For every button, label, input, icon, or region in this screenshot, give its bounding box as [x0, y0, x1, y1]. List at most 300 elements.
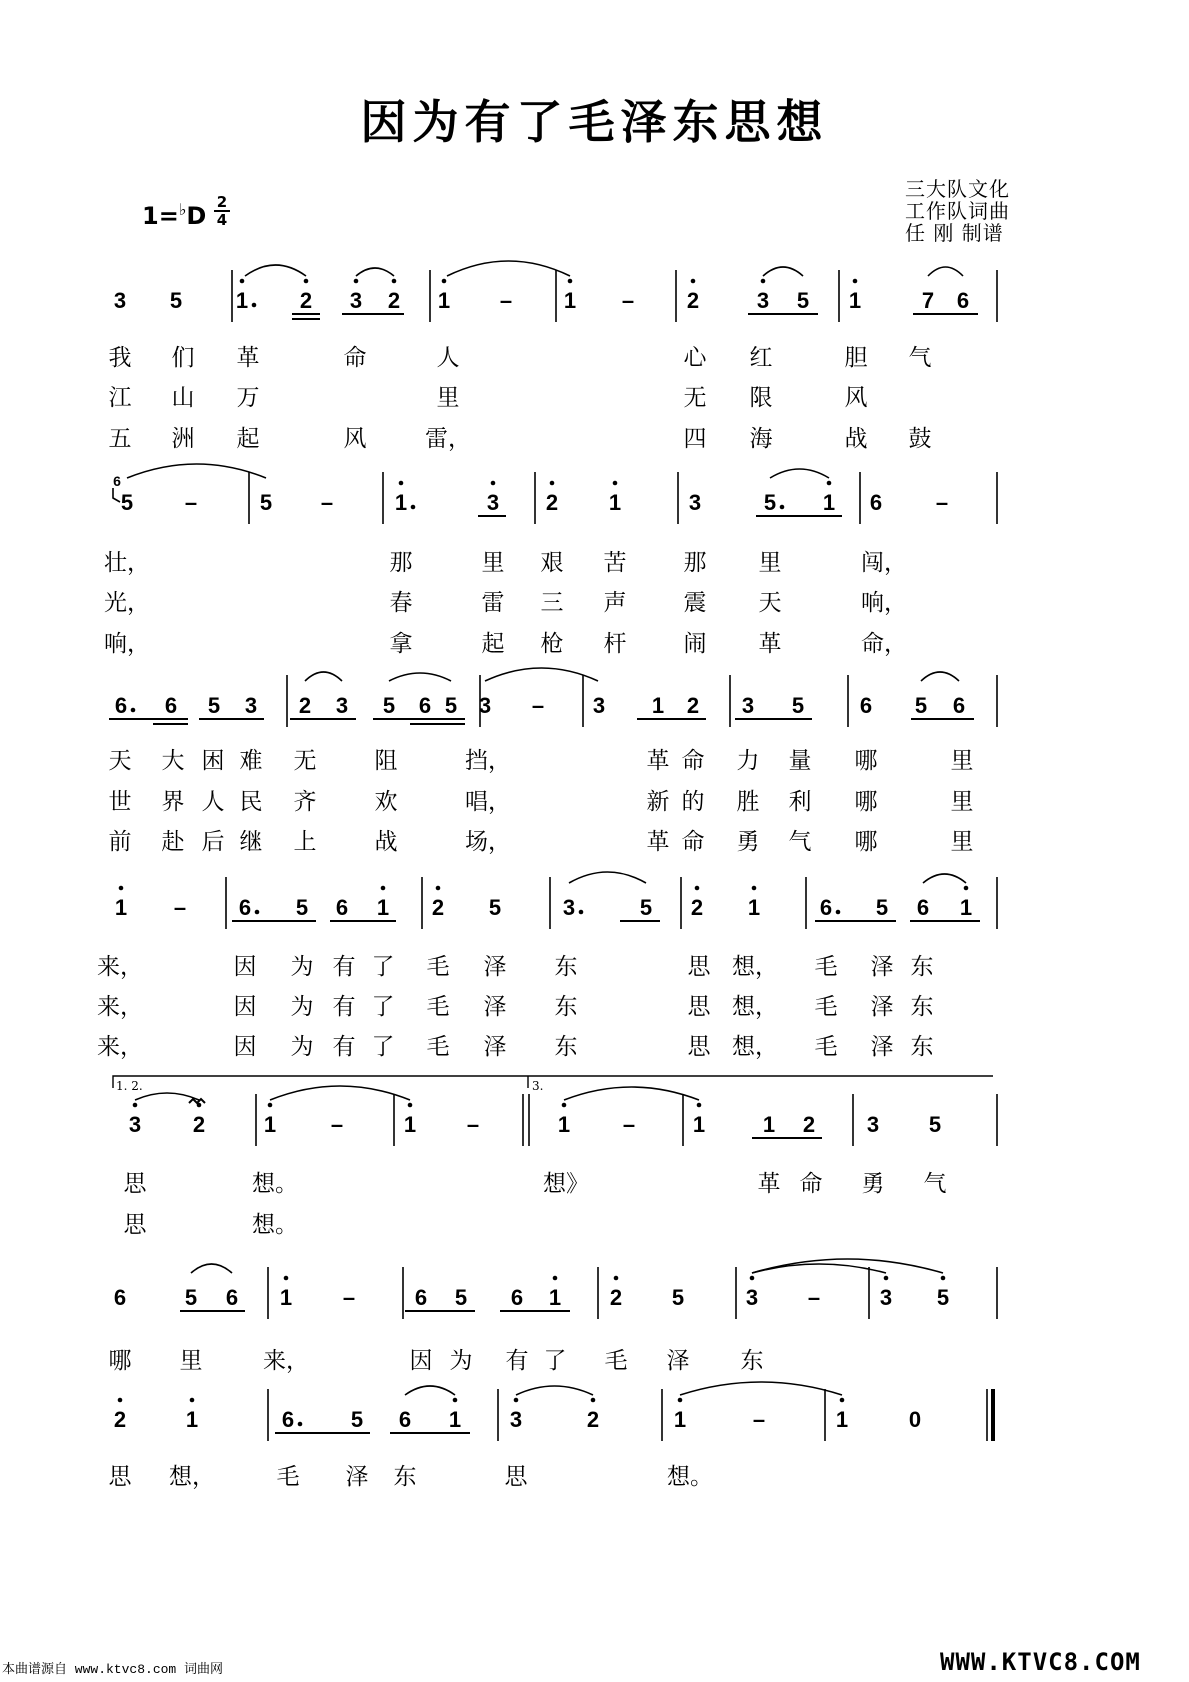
- lyric-syllable: 毛: [426, 994, 450, 1020]
- lyric-syllable: 东: [554, 994, 578, 1020]
- augmentation-dot: [411, 505, 416, 510]
- note-digit: –: [330, 1112, 344, 1137]
- lyric-syllable: 鼓: [908, 426, 932, 452]
- note: [915, 693, 927, 718]
- lyric-syllable: 震: [683, 590, 707, 616]
- note-digit: 1: [263, 1112, 277, 1137]
- note: [546, 481, 558, 515]
- lyric-syllable: 场，: [465, 829, 511, 855]
- note: [185, 1285, 197, 1310]
- note: [593, 693, 605, 718]
- augmentation-dot: [836, 910, 841, 915]
- lyric-syllable: 四: [683, 426, 707, 452]
- lyric-syllable: 思: [687, 994, 711, 1020]
- note: [383, 693, 395, 718]
- footer-logo: WWW.KTVC8.COM: [940, 1648, 1141, 1676]
- lyric-syllable: 无: [293, 748, 317, 774]
- lyric-syllable: 命: [799, 1171, 823, 1197]
- lyric-syllable: 有: [332, 954, 356, 980]
- octave-dot: [695, 886, 700, 891]
- note: [691, 886, 703, 920]
- note: [174, 895, 186, 920]
- note: [226, 1285, 238, 1310]
- note: [689, 490, 701, 515]
- note-digit: 5: [259, 490, 273, 515]
- note-digit: 1: [651, 693, 665, 718]
- lyric-syllable: 里: [950, 789, 974, 815]
- note: [792, 693, 804, 718]
- lyric-syllable: 泽: [483, 994, 507, 1020]
- note-digit: –: [173, 895, 187, 920]
- lyric-syllable: 革: [758, 631, 782, 657]
- note: [587, 1398, 599, 1432]
- octave-dot: [964, 886, 969, 891]
- note-digit: 5: [791, 693, 805, 718]
- note: [165, 693, 177, 718]
- lyric-syllable: 前: [108, 829, 132, 855]
- lyric-syllable: 泽: [666, 1348, 690, 1374]
- note: [674, 1398, 686, 1432]
- lyric-syllable: 心: [683, 345, 707, 371]
- note: [820, 895, 840, 920]
- lyric-syllable: 泽: [870, 994, 894, 1020]
- slur: [305, 672, 342, 681]
- note-digit: 3: [866, 1112, 880, 1137]
- lyric-syllable: 毛: [814, 1034, 838, 1060]
- note: [870, 490, 882, 515]
- note: [343, 1285, 355, 1310]
- lyric-syllable: 想，: [169, 1464, 215, 1490]
- tuplet-bracket: [113, 488, 120, 502]
- lyric-syllable: 壮，: [104, 550, 150, 576]
- octave-dot: [591, 1398, 596, 1403]
- lyric-syllable: 了: [543, 1348, 567, 1374]
- octave-dot: [613, 481, 618, 486]
- lyric-syllable: 里: [758, 550, 782, 576]
- note-digit: 6: [952, 693, 966, 718]
- note-digit: 1: [848, 288, 862, 313]
- note-digit: 2: [802, 1112, 816, 1137]
- lyric-syllable: 利: [788, 789, 812, 815]
- note-digit: 1: [762, 1112, 776, 1137]
- note-digit: 3: [592, 693, 606, 718]
- lyric-syllable: 想。: [667, 1464, 713, 1490]
- lyric-syllable: 齐: [293, 789, 317, 815]
- lyric-syllable: 东: [910, 994, 934, 1020]
- note-digit: 5: [875, 895, 889, 920]
- lyric-syllable: 无: [683, 385, 707, 411]
- note-digit: 6: [819, 895, 833, 920]
- note-digit: 6: [113, 1285, 127, 1310]
- octave-dot: [190, 1398, 195, 1403]
- note: [937, 1276, 949, 1310]
- lyric-syllable: 后: [201, 829, 225, 855]
- slur: [356, 268, 394, 276]
- lyric-syllable: 力: [736, 748, 760, 774]
- octave-dot: [678, 1398, 683, 1403]
- note: [610, 1276, 622, 1310]
- lyric-syllable: 东: [554, 954, 578, 980]
- note-digit: 3: [244, 693, 258, 718]
- note-digit: 6: [225, 1285, 239, 1310]
- note: [953, 693, 965, 718]
- note-digit: 5: [350, 1407, 364, 1432]
- augmentation-dot: [579, 910, 584, 915]
- lyric-syllable: 命: [343, 345, 367, 371]
- lyric-syllable: 艰: [540, 550, 564, 576]
- note-digit: 5: [796, 288, 810, 313]
- note: [115, 886, 127, 920]
- note: [331, 1112, 343, 1137]
- lyric-syllable: 赴: [161, 829, 185, 855]
- note: [960, 886, 972, 920]
- lyric-syllable: 里: [950, 829, 974, 855]
- lyric-syllable: 风: [343, 426, 367, 452]
- note-digit: –: [342, 1285, 356, 1310]
- note: [609, 481, 621, 515]
- note: [622, 288, 634, 313]
- lyric-syllable: 有: [332, 1034, 356, 1060]
- note-digit: 1: [835, 1407, 849, 1432]
- lyric-syllable: 挡，: [465, 748, 511, 774]
- note: [438, 279, 450, 313]
- note: [489, 895, 501, 920]
- octave-dot: [133, 1103, 138, 1108]
- note-digit: 5: [295, 895, 309, 920]
- key-prefix: 1=: [142, 202, 179, 230]
- note: [351, 1407, 363, 1432]
- lyric-syllable: 闯，: [861, 550, 907, 576]
- note-digit: 3: [128, 1112, 142, 1137]
- note-digit: 3: [688, 490, 702, 515]
- note: [909, 1407, 921, 1432]
- note-digit: 2: [192, 1112, 206, 1137]
- octave-dot: [941, 1276, 946, 1281]
- lyric-syllable: 新: [646, 789, 670, 815]
- note-digit: 6: [859, 693, 873, 718]
- lyric-syllable: 枪: [540, 631, 564, 657]
- lyric-syllable: 起: [236, 426, 260, 452]
- note: [957, 288, 969, 313]
- lyric-syllable: 民: [239, 789, 263, 815]
- octave-dot: [119, 886, 124, 891]
- lyric-syllable: 毛: [814, 954, 838, 980]
- lyric-syllable: 泽: [870, 1034, 894, 1060]
- note-digit: 1: [608, 490, 622, 515]
- note-digit: 5: [454, 1285, 468, 1310]
- lyric-syllable: 思: [108, 1464, 132, 1490]
- note-digit: 2: [690, 895, 704, 920]
- note: [121, 490, 133, 515]
- octave-dot: [562, 1103, 567, 1108]
- slur: [923, 874, 966, 883]
- lyric-syllable: 勇: [736, 829, 760, 855]
- note-digit: –: [935, 490, 949, 515]
- note-digit: 3: [349, 288, 363, 313]
- note-digit: 5: [207, 693, 221, 718]
- lyric-syllable: 因: [233, 994, 257, 1020]
- note-digit: 6: [335, 895, 349, 920]
- lyric-syllable: 人: [436, 345, 460, 371]
- lyric-syllable: 命: [681, 829, 705, 855]
- lyric-syllable: 雷: [481, 590, 505, 616]
- slur: [389, 673, 451, 681]
- lyric-syllable: 我: [108, 345, 132, 371]
- note: [239, 895, 259, 920]
- octave-dot: [453, 1398, 458, 1403]
- note-digit: 6: [418, 693, 432, 718]
- volta-brackets: [113, 1076, 993, 1093]
- octave-dot: [284, 1276, 289, 1281]
- note: [763, 1112, 775, 1137]
- note: [687, 693, 699, 718]
- note-digit: 1: [437, 288, 451, 313]
- note-digit: 5: [639, 895, 653, 920]
- note-digit: 6: [414, 1285, 428, 1310]
- note-digit: –: [531, 693, 545, 718]
- octave-dot: [514, 1398, 519, 1403]
- lyric-syllable: 大: [161, 748, 185, 774]
- slur: [569, 872, 646, 883]
- octave-dot: [408, 1103, 413, 1108]
- note-digit: 1: [747, 895, 761, 920]
- note: [876, 895, 888, 920]
- note-digit: 1: [185, 1407, 199, 1432]
- note: [753, 1407, 765, 1432]
- lyric-syllable: 红: [749, 345, 773, 371]
- lyric-syllable: 哪: [854, 789, 878, 815]
- lyric-syllable: 三: [540, 590, 564, 616]
- octave-dot: [553, 1276, 558, 1281]
- octave-dot: [827, 481, 832, 486]
- note-digit: 5: [382, 693, 396, 718]
- note-digit: 3: [113, 288, 127, 313]
- lyric-syllable: 响，: [104, 631, 150, 657]
- note: [757, 279, 769, 313]
- lyric-syllable: 泽: [870, 954, 894, 980]
- note: [563, 895, 583, 920]
- note: [687, 279, 699, 313]
- slur: [564, 1087, 699, 1100]
- slur: [485, 668, 598, 681]
- lyric-syllable: 东: [554, 1034, 578, 1060]
- note-digit: 1: [403, 1112, 417, 1137]
- note-digit: 5: [444, 693, 458, 718]
- note: [350, 279, 362, 313]
- lyric-syllable: 拿: [389, 631, 413, 657]
- octave-dot: [399, 481, 404, 486]
- lyric-syllable: 革: [646, 829, 670, 855]
- note-digit: 1: [959, 895, 973, 920]
- lyric-syllable: 东: [740, 1348, 764, 1374]
- note: [500, 288, 512, 313]
- note: [129, 1103, 141, 1137]
- credit-line-1: 三大队文化: [905, 177, 1010, 201]
- note: [652, 693, 664, 718]
- lyric-syllable: 想》: [543, 1171, 589, 1197]
- octave-dot: [436, 886, 441, 891]
- lyric-syllable: 东: [910, 954, 934, 980]
- page-title: 因为有了毛泽东思想: [360, 95, 829, 149]
- lyric-syllable: 思: [687, 954, 711, 980]
- note: [797, 288, 809, 313]
- lyric-syllable: 毛: [604, 1348, 628, 1374]
- note-digit: 6: [510, 1285, 524, 1310]
- octave-dot: [697, 1103, 702, 1108]
- lyric-syllable: 思: [123, 1212, 147, 1238]
- note: [860, 693, 872, 718]
- lyric-syllable: 声: [603, 590, 627, 616]
- note: [415, 1285, 427, 1310]
- lyric-syllable: 战: [844, 426, 868, 452]
- note-digit: 6: [869, 490, 883, 515]
- note: [388, 279, 400, 313]
- note: [280, 1276, 292, 1310]
- octave-dot: [118, 1398, 123, 1403]
- note-digit: 3: [509, 1407, 523, 1432]
- lyric-syllable: 思: [687, 1034, 711, 1060]
- slur: [680, 1382, 842, 1395]
- lyric-syllable: 欢: [374, 789, 398, 815]
- augmentation-dot: [298, 1422, 303, 1427]
- note: [404, 1103, 416, 1137]
- note-digit: 1: [114, 895, 128, 920]
- lyric-syllable: 来，: [97, 1034, 143, 1060]
- note: [296, 895, 308, 920]
- slur: [928, 267, 963, 276]
- slur: [270, 1086, 410, 1100]
- octave-dot: [761, 279, 766, 284]
- lyric-syllable: 里: [179, 1348, 203, 1374]
- volta-1-2-line: [113, 1076, 993, 1088]
- slur: [763, 267, 803, 276]
- note: [114, 1398, 126, 1432]
- note: [260, 490, 272, 515]
- note: [748, 886, 760, 920]
- lyric-syllable: 继: [239, 829, 263, 855]
- note: [321, 490, 333, 515]
- lyric-syllable: 界: [161, 789, 185, 815]
- note-digit: 2: [387, 288, 401, 313]
- lyric-syllable: 哪: [108, 1348, 132, 1374]
- octave-dot: [304, 279, 309, 284]
- credit-line-3: 任 刚 制谱: [905, 221, 1004, 245]
- lyric-syllable: 世: [108, 789, 132, 815]
- note-digit: 2: [431, 895, 445, 920]
- lyric-syllable: 们: [171, 345, 195, 371]
- lyric-syllable: 那: [683, 550, 707, 576]
- slur: [770, 469, 829, 478]
- lyric-syllable: 毛: [426, 1034, 450, 1060]
- lyric-syllable: 东: [910, 1034, 934, 1060]
- lyric-syllable: 哪: [854, 748, 878, 774]
- note-digit: 1: [557, 1112, 571, 1137]
- lyric-syllable: 因: [233, 954, 257, 980]
- lyric-syllable: 战: [374, 829, 398, 855]
- lyric-syllable: 为: [290, 954, 314, 980]
- note-digit: 3: [879, 1285, 893, 1310]
- note: [549, 1276, 561, 1310]
- note: [336, 895, 348, 920]
- note-digit: 2: [609, 1285, 623, 1310]
- lyric-syllable: 光，: [104, 590, 150, 616]
- note-digit: –: [807, 1285, 821, 1310]
- note: [185, 490, 197, 515]
- note-digit: 6: [916, 895, 930, 920]
- lyric-syllable: 雷，: [425, 426, 471, 452]
- note-digit: 6: [114, 693, 128, 718]
- lyric-syllable: 的: [681, 789, 705, 815]
- note: [193, 1103, 205, 1137]
- lyric-syllable: 革: [236, 345, 260, 371]
- note: [208, 693, 220, 718]
- note: [455, 1285, 467, 1310]
- octave-dot: [240, 279, 245, 284]
- note-digit: 2: [545, 490, 559, 515]
- octave-dot: [491, 481, 496, 486]
- lyric-syllable: 限: [749, 385, 773, 411]
- lyric-syllable: 胜: [736, 789, 760, 815]
- octave-dot: [750, 1276, 755, 1281]
- note: [808, 1285, 820, 1310]
- lyric-syllable: 了: [371, 954, 395, 980]
- lyric-syllable: 毛: [814, 994, 838, 1020]
- octave-dot: [381, 886, 386, 891]
- note-digit: 3: [562, 895, 576, 920]
- octave-dot: [550, 481, 555, 486]
- lyric-syllable: 天: [758, 590, 782, 616]
- note: [823, 481, 835, 515]
- note-digit: 5: [184, 1285, 198, 1310]
- lyric-syllable: 有: [332, 994, 356, 1020]
- note: [445, 693, 457, 718]
- note: [623, 1112, 635, 1137]
- lyric-syllable: 万: [236, 385, 260, 411]
- lyric-syllable: 里: [481, 550, 505, 576]
- note: [929, 1112, 941, 1137]
- note-digit: –: [622, 1112, 636, 1137]
- note: [693, 1103, 705, 1137]
- lyric-syllable: 来，: [263, 1348, 309, 1374]
- note: [114, 1285, 126, 1310]
- note-digit: 5: [671, 1285, 685, 1310]
- credit-line-2: 工作队词曲: [905, 199, 1010, 223]
- note: [742, 693, 754, 718]
- note-digit: 3: [486, 490, 500, 515]
- lyric-syllable: 了: [371, 1034, 395, 1060]
- slur: [135, 1093, 199, 1100]
- footer-source: 本曲谱源自 www.ktvc8.com 词曲网: [2, 1662, 224, 1677]
- note-digit: 3: [756, 288, 770, 313]
- note-digit: 2: [113, 1407, 127, 1432]
- note: [377, 886, 389, 920]
- note: [170, 288, 182, 313]
- note-digit: 3: [478, 693, 492, 718]
- note-digit: 2: [686, 693, 700, 718]
- note: [395, 481, 415, 515]
- slur: [245, 265, 306, 276]
- octave-dot: [840, 1398, 845, 1403]
- time-bottom: 4: [214, 210, 230, 228]
- lyric-syllable: 泽: [483, 954, 507, 980]
- note-digit: 1: [235, 288, 249, 313]
- note: [564, 279, 576, 313]
- augmentation-dot: [780, 505, 785, 510]
- note: [511, 1285, 523, 1310]
- note-digit: 0: [908, 1407, 922, 1432]
- note-digit: –: [466, 1112, 480, 1137]
- lyric-syllable: 那: [389, 550, 413, 576]
